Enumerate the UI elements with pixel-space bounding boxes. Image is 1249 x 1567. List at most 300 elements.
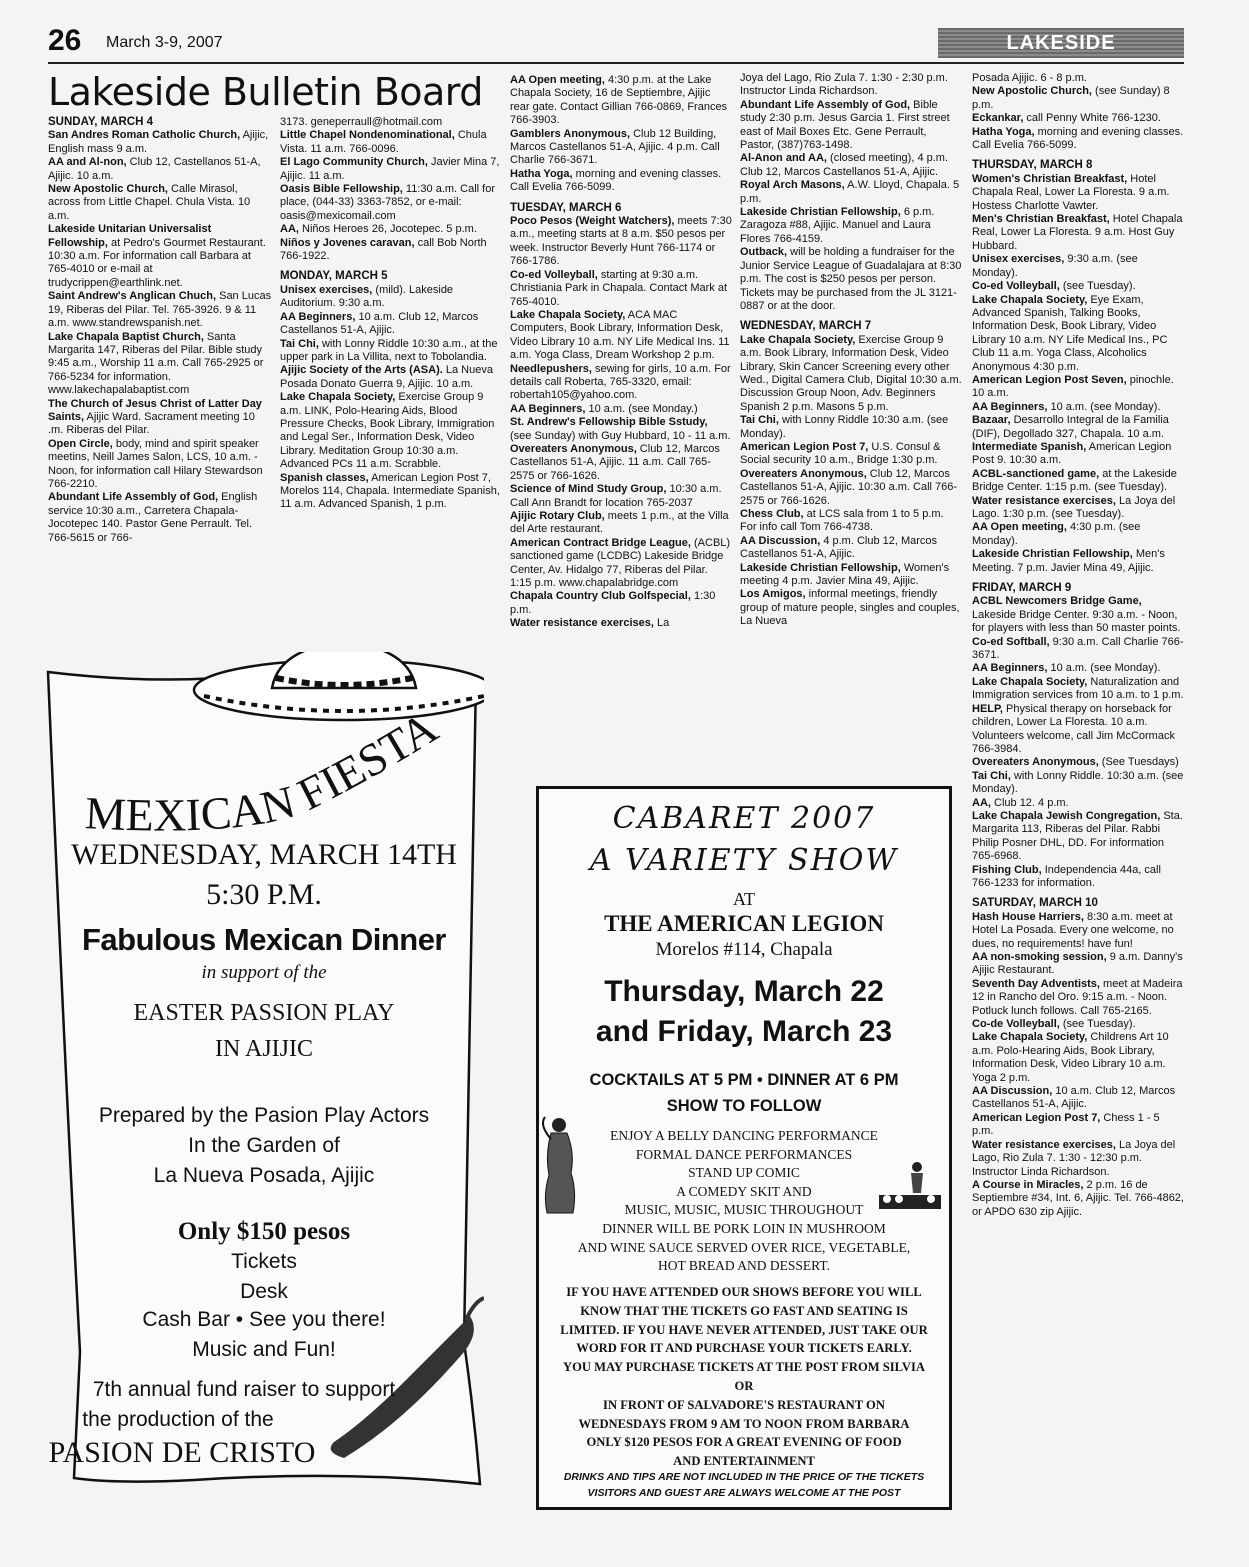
listing-entry-name: Tai Chi, xyxy=(972,769,1011,782)
listing-entry-details: morning and evening classes. Call Evelia 766-5099. xyxy=(972,125,1184,152)
listing-entry-name: Water resistance exercises, xyxy=(972,1138,1116,1151)
listing-entry xyxy=(972,280,1184,293)
listing-entry xyxy=(972,662,1184,675)
listing-entry-details: 8:30 a.m. meet at Hotel La Posada. Every one welcome, no dues, no requirements! have fun! xyxy=(972,910,1174,950)
listing-entry xyxy=(510,309,732,363)
listing-entry xyxy=(48,491,272,545)
listing-entry-name: Co-ed Volleyball, xyxy=(510,268,598,281)
listing-entry xyxy=(280,183,502,223)
listing-entry xyxy=(972,1112,1184,1139)
listing-entry-details: Bible study 2:30 p.m. Jesus Garcia 1. First street east of Mail Boxes Etc. Gene Perrault, Pastor, (387)763-1498. xyxy=(740,98,950,152)
listing-entry xyxy=(48,223,272,290)
fiesta-title: MEXICAN FIESTA xyxy=(83,701,447,841)
fiesta-support: in support of the xyxy=(201,962,327,983)
listing-entry-details: 6 p.m. Zaragoza #88, Ajijic. Manuel and Laura Flores 766-4159. xyxy=(740,206,935,245)
section-label: LAKESIDE xyxy=(938,28,1184,58)
listing-entry xyxy=(972,495,1184,522)
ad-line: MUSIC, MUSIC, MUSIC THROUGHOUT xyxy=(624,1202,864,1218)
listing-entry-details: call Penny White 766-1230. xyxy=(1023,112,1161,125)
listing-entry-name: Hatha Yoga, xyxy=(510,167,573,180)
fiesta-tickets: Tickets xyxy=(231,1250,297,1273)
listing-entry xyxy=(972,521,1184,548)
listing-entry-name: San Andres Roman Catholic Church, xyxy=(48,129,241,142)
ad-line: ONLY $120 PESOS FOR A GREAT EVENING OF FOOD xyxy=(586,1435,902,1450)
page-title: Lakeside Bulletin Board xyxy=(48,70,483,114)
listing-entry xyxy=(280,364,502,391)
listing-entry-details: (closed meeting), 4 p.m. Club 12, Marcos Castellanos 51-A, Ajijic. xyxy=(740,152,949,178)
listing-entry-name: Overeaters Anonymous, xyxy=(740,467,867,480)
listing-entry-details: 10 a.m. (see Monday). xyxy=(1047,662,1161,675)
listing-entry-details: (see Sunday) with Guy Hubbard, 10 - 11 a.m. xyxy=(510,429,731,442)
listing-entry-details: La Joya del Lago. 1:30 p.m. (see Tuesday). xyxy=(972,494,1176,520)
listing-entry xyxy=(972,810,1184,864)
listing-entry-name: Bazaar, xyxy=(972,414,1011,427)
listing-column-5 xyxy=(972,72,1184,1508)
listing-entry xyxy=(280,129,502,156)
listing-entry xyxy=(972,374,1184,401)
listing-entry-details: Ajijic, English mass 9 a.m. xyxy=(48,129,269,155)
ad-line: DINNER WILL BE PORK LOIN IN MUSHROOM xyxy=(602,1220,886,1236)
listing-entry-details: Exercise Group 9 a.m. Book Library, Information Desk, Video Library, Skin Cancer Screening every other Wed., Digital Camera Club, Digital 10:30 a.m. Discussion Group Noon, Adv. Beginners Spanish 2 p.m. Masons 5 p.m. xyxy=(740,333,962,413)
listing-entry-details: Club 12, Marcos Castellanos 51-A, Ajijic. 10:30 a.m. Call 766-2575 or 766-1626. xyxy=(740,467,958,507)
header-rule xyxy=(48,62,1184,64)
listing-entry-name: Hash House Harriers, xyxy=(972,910,1084,923)
cabaret-dates-1: Thursday, March 22 xyxy=(604,975,884,1008)
listing-entry-name: Overeaters Anonymous, xyxy=(972,756,1099,769)
cabaret-show: SHOW TO FOLLOW xyxy=(666,1097,822,1115)
listing-entry-details: San Lucas 19, Riberas del Pilar. Tel. 765-3926. 9 & 11 a.m. www.standrewspanish.net. xyxy=(48,290,272,330)
listing-entry-details: Chess 1 - 5 p.m. xyxy=(972,1111,1160,1138)
listing-entry-name: Spanish classes, xyxy=(280,471,369,484)
listing-entry xyxy=(510,168,732,195)
mexican-fiesta-ad xyxy=(44,652,484,1488)
listing-entry-details: 1:30 p.m. xyxy=(510,590,716,616)
fiesta-cause-line1: EASTER PASSION PLAY xyxy=(133,1000,395,1026)
listing-entry-details: Desarrollo Integral de la Familia (DIF), Degollado 327, Chapala. 10 a.m. xyxy=(972,414,1169,440)
listing-entry xyxy=(972,911,1184,951)
listing-entry-details: Men's Meeting. 7 p.m. Javier Mina 49, Ajijic. xyxy=(972,548,1165,574)
listing-entry-details: (ACBL) sanctioned game (LCDBC) Lakeside Bridge Center, Av. Hidalgo 77, Riberas del Pilar. 1:15 p.m. www.chapalabridge.com xyxy=(510,536,731,590)
listing-entry xyxy=(740,179,962,206)
listing-entry-details: 3173. geneperraull@hotmail.com xyxy=(280,116,443,128)
listing-entry xyxy=(740,468,962,508)
listing-entry-name: Tai Chi, xyxy=(740,414,779,427)
listing-entry-details: with Lonny Riddle 10:30 a.m., at the upper park in La Villita, next to Tobolandia. xyxy=(280,337,498,363)
listing-entry xyxy=(740,508,962,535)
listing-entry-name: Tai Chi, xyxy=(280,337,319,350)
listing-entry xyxy=(510,483,732,510)
listing-entry-name: AA Beginners, xyxy=(972,662,1048,675)
listing-entry-name: Open Circle, xyxy=(48,437,113,450)
listing-entry xyxy=(972,548,1184,575)
listing-entry xyxy=(280,311,502,338)
listing-entry-details: 2 p.m. 16 de Septiembre #34, Int. 6, Ajijic. Tel. 766-4862, or APDO 630 zip Ajijic. xyxy=(972,1178,1184,1218)
listing-entry-details: American Legion Post 7, Morelos 114, Chapala. Intermediate Spanish, 11 a.m. Advanced Spanish, 1 p.m. xyxy=(280,471,500,511)
cabaret-at: AT xyxy=(733,889,755,909)
listing-entry-name: Fishing Club, xyxy=(972,863,1042,876)
listing-entry-name: Oasis Bible Fellowship, xyxy=(280,183,403,196)
listing-entry-details: meet at Madeira 12 in Rancho del Oro. 9:15 a.m. - Noon. Potluck lunch follows. Call 765-2165. xyxy=(972,977,1183,1017)
listing-entry xyxy=(740,99,962,153)
listing-entry-details: sewing for girls, 10 a.m. For details call Roberta, 765-3320, email: robertah105@yahoo.com. xyxy=(510,362,731,402)
listing-entry xyxy=(510,416,732,443)
listing-entry-details: Eye Exam, Advanced Spanish, Talking Books, Information Desk, Book Library, Video Library 10 a.m. NY Life Medical Ins., PC Club 11 a.m. Yoga Class, Alcoholics Anonymous 4:30 p.m. xyxy=(972,293,1168,373)
listing-entry xyxy=(972,595,1184,635)
listing-entry-details: call Bob North 766-1922. xyxy=(280,236,487,263)
listing-entry-name: AA Beginners, xyxy=(280,310,356,323)
fiesta-fund-2: the production of the xyxy=(82,1408,274,1431)
listing-entry-name: Lake Chapala Society, xyxy=(972,1031,1088,1044)
listing-entry-name: AA Discussion, xyxy=(972,1085,1053,1098)
cabaret-address: Morelos #114, Chapala xyxy=(655,939,833,960)
listing-entry xyxy=(972,85,1184,112)
listing-entry-name: AA, xyxy=(972,796,991,809)
listing-entry-name: Co-ed Volleyball, xyxy=(972,280,1060,293)
listing-entry xyxy=(48,331,272,398)
listing-entry xyxy=(740,441,962,468)
listing-entry xyxy=(972,770,1184,797)
day-heading: FRIDAY, MARCH 9 xyxy=(972,582,1072,595)
listing-entry-name: AA Discussion, xyxy=(740,534,821,547)
listing-entry-details: will be holding a fundraiser for the Junior Service League of Guadalajara at 8:30 p.m. The cost is $250 pesos per person. Tickets may be purchased from the JL 3121-0887 or at the door. xyxy=(740,246,962,312)
listing-entry-name: Men's Christian Breakfast, xyxy=(972,213,1110,226)
listing-entry xyxy=(972,676,1184,703)
listing-entry-name: American Legion Post 7, xyxy=(740,440,869,453)
listing-entry-details: Calle Mirasol, across from Little Chapel. Chula Vista. 10 a.m. xyxy=(48,183,251,222)
listing-entry xyxy=(740,206,962,246)
listing-entry-name: Seventh Day Adventists, xyxy=(972,977,1100,990)
listing-entry-details: U.S. Consul & Social security 10 a.m., Bridge 1:30 p.m. xyxy=(740,440,941,467)
listing-entry xyxy=(280,156,502,183)
listing-entry-details: La xyxy=(653,617,670,630)
listing-entry xyxy=(972,703,1184,757)
ad-line: HOT BREAD AND DESSERT. xyxy=(658,1258,830,1274)
listing-entry-details: 10:30 a.m. Call Ann Brandt for location 765-2037 xyxy=(510,483,722,509)
listing-entry-details: Lakeside Bridge Center. 9:30 a.m. - Noon, for players with less than 50 master points. xyxy=(972,608,1181,635)
listing-entry-details: at Pedro's Gourmet Restaurant. 10:30 a.m. For information call Barbara at 765-4010 or e-mail at trudycrippen@earthlink.net. xyxy=(48,236,266,289)
listing-entry xyxy=(510,269,732,309)
listing-entry-details: English service 10:30 a.m., Carretera Chapala-Jocotepec 140. Pastor Gene Perrault. Tel. 766-5615 or 766- xyxy=(48,491,258,544)
listing-entry-name: AA, xyxy=(280,223,299,236)
listing-entry-name: American Contract Bridge League, xyxy=(510,536,691,549)
ad-line: STAND UP COMIC xyxy=(688,1165,800,1181)
listing-entry-name: Al-Anon and AA, xyxy=(740,152,827,165)
fiesta-price: Only $150 pesos xyxy=(177,1218,351,1245)
listing-entry-name: Chapala Country Club Golfspecial, xyxy=(510,590,691,603)
listing-entry xyxy=(972,401,1184,414)
ad-line: OR xyxy=(734,1378,754,1393)
listing-entry-details: American Legion Post 9. 10:30 a.m. xyxy=(972,440,1172,467)
issue-date: March 3-9, 2007 xyxy=(106,34,223,51)
listing-entry-details: 11:30 a.m. Call for place, (044-33) 3363-7852, or e-mail: oasis@mexicomail.com xyxy=(280,183,495,222)
listing-entry-name: El Lago Community Church, xyxy=(280,156,428,169)
cabaret-footer-1: DRINKS AND TIPS ARE NOT INCLUDED IN THE PRICE OF THE TICKETS xyxy=(563,1471,925,1483)
listing-entry xyxy=(972,414,1184,441)
listing-entry-details: meets 7:30 a.m., meeting starts at 8 a.m. $50 pesos per week. Instructor Beverly Hunt 766-1174 or 766-1786. xyxy=(510,215,732,268)
listing-entry-name: Outback, xyxy=(740,246,788,259)
listing-entry-details: La Joya del Lago, Rio Zula 7. 1:30 - 12:30 p.m. Instructor Linda Richardson. xyxy=(972,1138,1176,1178)
listing-entry-name: AA Open meeting, xyxy=(510,74,605,86)
listing-entry-details: 9:30 a.m. Call Charlie 766-3671. xyxy=(972,635,1184,662)
fiesta-prepared-2: In the Garden of xyxy=(188,1134,340,1157)
listing-entry xyxy=(48,129,272,156)
listing-entry-name: Water resistance exercises, xyxy=(972,494,1116,507)
listing-entry-details: Club 12. 4 p.m. xyxy=(990,796,1069,809)
listing-entry-details: Hotel Chapala Real, Lower La Floresta. 9 a.m. Host Guy Hubbard. xyxy=(972,213,1183,252)
listing-entry xyxy=(740,414,962,441)
listing-entry-name: Lake Chapala Society, xyxy=(510,308,626,321)
ad-line: KNOW THAT THE TICKETS GO FAST AND SEATING IS xyxy=(580,1303,908,1318)
ad-line: AND WINE SAUCE SERVED OVER RICE, VEGETABLE, xyxy=(577,1239,911,1255)
listing-entry-name: Chess Club, xyxy=(740,508,804,520)
listing-entry-name: Needlepushers, xyxy=(510,362,592,375)
listing-entry xyxy=(280,237,502,264)
ad-line: WORD FOR IT AND PURCHASE YOUR TICKETS EARLY. xyxy=(576,1341,912,1356)
fiesta-date: WEDNESDAY, MARCH 14TH xyxy=(71,838,457,871)
listing-entry-name: Co-ed Softball, xyxy=(972,635,1050,648)
listing-column-3 xyxy=(510,74,732,780)
listing-entry xyxy=(280,338,502,365)
listing-entry-details: Women's meeting 4 p.m. Javier Mina 49, Ajijic. xyxy=(740,561,950,588)
listing-entry-name: Lake Chapala Jewish Congregation, xyxy=(972,809,1161,822)
listing-entry-name: Co-de Volleyball, xyxy=(972,1018,1060,1031)
listing-entry-details: at LCS sala from 1 to 5 p.m. For info call Tom 766-4738. xyxy=(740,508,944,534)
listing-entry xyxy=(48,183,272,223)
listing-entry-name: New Apostolic Church, xyxy=(48,183,168,196)
listing-entry-details: A.W. Lloyd, Chapala. 5 p.m. xyxy=(740,179,960,205)
listing-entry-details: Chula Vista. 11 a.m. 766-0096. xyxy=(280,129,487,155)
listing-entry-details: 4:30 p.m. (see Monday). xyxy=(972,521,1141,547)
listing-entry xyxy=(510,403,732,416)
listing-entry-details: (See Tuesdays) xyxy=(1098,756,1179,769)
listing-entry xyxy=(280,472,502,512)
listing-entry-name: New Apostolic Church, xyxy=(972,85,1092,98)
listing-entry-details: (see Sunday) 8 p.m. xyxy=(972,85,1170,111)
listing-entry-details: La Nueva Posada Donato Guerra 9, Ajijic. 10 a.m. xyxy=(280,364,493,390)
listing-entry-details: Physical therapy on horseback for children, Lower La Floresta. 10 a.m. Volunteers welcome, call Jim McCormack 766-3984. xyxy=(972,702,1175,755)
listing-entry-details: ACA MAC Computers, Book Library, Information Desk, Video Library 10 a.m. NY Life Medical Ins. 11 a.m. Yoga Class, Dream Workshop 2 p.m. xyxy=(510,308,730,362)
listing-entry-name: Unisex exercises, xyxy=(972,253,1065,266)
listing-entry-details: Exercise Group 9 a.m. LINK, Polo-Hearing Aids, Blood Pressure Checks, Book Library, Immigration and Legal Ser., Information Desk, Video Library. Meditation Group 10:30 a.m. Advanced PCs 11 a.m. Scrabble. xyxy=(280,391,495,471)
listing-entry xyxy=(972,1018,1184,1031)
listing-entry-details: Naturalization and Immigration services from 10 a.m. to 1 p.m. xyxy=(972,675,1184,702)
listing-column-1 xyxy=(48,116,272,620)
listing-entry-name: AA non-smoking session, xyxy=(972,951,1107,963)
listing-entry-details: Hotel Chapala Real, Lower La Floresta. 9 a.m. Hostess Charlotte Vawter. xyxy=(972,172,1170,212)
listing-entry-name: Lake Chapala Baptist Church, xyxy=(48,330,204,343)
day-heading: WEDNESDAY, MARCH 7 xyxy=(740,320,872,333)
listing-entry-details: 9 a.m. Danny's Ajijic Restaurant. xyxy=(972,951,1183,977)
cabaret-title-1: CABARET 2007 xyxy=(612,801,876,836)
listing-entry xyxy=(972,253,1184,280)
listing-entry xyxy=(48,290,272,330)
listing-entry-name: American Legion Post Seven, xyxy=(972,373,1127,386)
listing-entry-name: Gamblers Anonymous, xyxy=(510,127,631,140)
fiesta-prepared-1: Prepared by the Pasion Play Actors xyxy=(98,1104,430,1127)
listing-entry xyxy=(972,468,1184,495)
listing-entry-name: Poco Pesos (Weight Watchers), xyxy=(510,215,675,228)
listing-entry-details: (see Tuesday). xyxy=(1059,280,1136,293)
fiesta-time: 5:30 P.M. xyxy=(206,878,322,911)
ad-line: LIMITED. IF YOU HAVE NEVER ATTENDED, JUST TAKE OUR xyxy=(560,1322,928,1337)
fiesta-music: Music and Fun! xyxy=(192,1338,336,1361)
fiesta-fund-1: 7th annual fund raiser to support xyxy=(92,1378,396,1401)
listing-entry-details: Club 12, Marcos Castellanos 51-A, Ajijic. 11 a.m. Call 765-2575 or 766-1626. xyxy=(510,442,720,482)
listing-entry xyxy=(972,1031,1184,1085)
cabaret-notice xyxy=(539,1283,949,1471)
listing-entry xyxy=(510,617,732,630)
listing-entry-details: with Lonny Riddle 10:30 a.m. (see Monday). xyxy=(740,414,949,440)
listing-entry xyxy=(972,864,1184,891)
listing-entry xyxy=(740,588,962,628)
listing-entry-details: body, mind and spirit speaker meetins, Neill James Salon, LCS, 10 a.m. - Noon, for information call Hilary Stewardson 766-2210. xyxy=(48,437,263,490)
listing-entry-details: Club 12, Castellanos 51-A, Ajijic. 10 a.m. xyxy=(48,156,261,182)
listing-entry xyxy=(972,294,1184,374)
listing-entry-name: Lake Chapala Society, xyxy=(740,333,856,346)
listing-entry-name: Water resistance exercises, xyxy=(510,617,654,630)
listing-entry-name: American Legion Post 7, xyxy=(972,1111,1101,1124)
ad-line: IN FRONT OF SALVADORE'S RESTAURANT ON xyxy=(603,1397,885,1412)
listing-entry-details: Ajijic Ward. Sacrament meeting 10 .m. Riberas del Pilar. xyxy=(48,410,255,437)
listing-entry-name: Niños y Jovenes caravan, xyxy=(280,236,415,249)
cabaret-venue: THE AMERICAN LEGION xyxy=(604,911,884,936)
listing-entry-name: Lakeside Christian Fellowship, xyxy=(740,561,901,574)
listing-entry-name: Ajijic Society of the Arts (ASA). xyxy=(280,364,443,377)
listing-entry-name: Abundant Life Assembly of God, xyxy=(740,98,911,111)
listing-entry-name: AA and Al-non, xyxy=(48,156,127,169)
listing-entry-name: Lake Chapala Society, xyxy=(972,293,1088,306)
listing-entry-details: 9:30 a.m. (see Monday). xyxy=(972,253,1138,279)
listing-entry-details: Joya del Lago, Rio Zula 7. 1:30 - 2:30 p.m. Instructor Linda Richardson. xyxy=(740,72,948,98)
listing-entry xyxy=(972,112,1184,125)
listing-entry-details: 4:30 p.m. at the Lake Chapala Society, 16 de Septiembre, Ajijic rear gate. Contact Gillian 766-0869, Frances 766-3903. xyxy=(510,74,728,127)
listing-entry xyxy=(972,797,1184,810)
listing-entry-name: Hatha Yoga, xyxy=(972,125,1035,138)
listing-entry-details: with Lonny Riddle. 10:30 a.m. (see Monday). xyxy=(972,769,1184,796)
listing-entry-details: Sta. Margarita 113, Riberas del Pilar. Rabbi Philip Posner DHL, DD. For information 765-6968. xyxy=(972,809,1183,863)
listing-entry xyxy=(972,636,1184,663)
listing-entry xyxy=(510,510,732,537)
listing-entry xyxy=(972,173,1184,213)
listing-column-2 xyxy=(280,116,502,620)
listing-entry-details: 10 a.m. (see Monday.) xyxy=(585,402,698,415)
listing-entry xyxy=(972,978,1184,1018)
listing-entry-name: ACBL-sanctioned game, xyxy=(972,467,1100,480)
cabaret-dates-2: and Friday, March 23 xyxy=(595,1015,893,1048)
listing-entry-name: AA Open meeting, xyxy=(972,521,1067,534)
listing-entry-details: informal meetings, friendly group of mature people, singles and couples, La Nueva xyxy=(740,588,960,628)
listing-entry-name: HELP, xyxy=(972,702,1003,715)
listing-entry-name: ACBL Newcomers Bridge Game, xyxy=(972,595,1142,608)
listing-entry xyxy=(972,951,1184,978)
listing-entry-details: morning and evening classes. Call Evelia 766-5099. xyxy=(510,167,722,194)
listing-entry-name: Little Chapel Nondenominational, xyxy=(280,129,455,142)
listing-entry xyxy=(972,126,1184,153)
fiesta-headline: Fabulous Mexican Dinner xyxy=(81,922,446,957)
ad-line: YOU MAY PURCHASE TICKETS AT THE POST FROM SILVIA xyxy=(562,1360,926,1375)
day-heading: MONDAY, MARCH 5 xyxy=(280,270,388,283)
listing-entry-details: Javier Mina 7, Ajijic. 11 a.m. xyxy=(280,156,500,182)
listing-entry-details: Santa Margarita 147, Riberas del Pilar. Bible study 9:45 a.m., Worship 11 a.m. Call 765-2925 or 766-5234 for information. www.lakechapalabaptist.com xyxy=(48,330,264,397)
listing-entry-details: 10 a.m. Club 12, Marcos Castellanos 51-A, Ajijic. xyxy=(972,1085,1176,1111)
fiesta-cause-line2: IN AJIJIC xyxy=(214,1036,313,1062)
listing-entry-name: A Course in Miracles, xyxy=(972,1178,1084,1191)
listing-entry-name: Overeaters Anonymous, xyxy=(510,442,637,455)
listing-entry-details: meets 1 p.m., at the Villa del Arte restaurant. xyxy=(510,510,729,536)
listing-entry xyxy=(510,590,732,617)
fiesta-title-arc xyxy=(64,698,484,848)
cabaret-acts xyxy=(539,1127,949,1276)
listing-entry xyxy=(972,1085,1184,1112)
ad-line: ENJOY A BELLY DANCING PERFORMANCE xyxy=(610,1128,878,1143)
listing-entry xyxy=(48,398,272,438)
svg-text:MEXICAN FIESTA xyxy=(84,702,446,841)
listing-entry-details: Club 12 Building, Marcos Castellanos 51-A, Ajijic. 4 p.m. Call Charlie 766-3671. xyxy=(510,127,720,167)
listing-entry-details: Childrens Art 10 a.m. Polo-Hearing Aids, Book Library, Information Desk, Video Library 10 a.m. Yoga 2 p.m. xyxy=(972,1031,1169,1084)
listing-entry-name: Lakeside Christian Fellowship, xyxy=(740,206,901,219)
listing-entry-name: Saint Andrew's Anglican Chuch, xyxy=(48,290,217,303)
listing-entry xyxy=(972,213,1184,253)
listing-entry-name: Ajijic Rotary Club, xyxy=(510,510,605,522)
listing-entry-name: Women's Christian Breakfast, xyxy=(972,172,1128,185)
listing-entry xyxy=(280,116,502,129)
cabaret-footer-2: VISITORS AND GUEST ARE ALWAYS WELCOME AT THE POST xyxy=(587,1487,901,1499)
cabaret-times: COCKTAILS AT 5 PM • DINNER AT 6 PM xyxy=(589,1071,899,1089)
listing-entry-name: AA Beginners, xyxy=(510,402,586,415)
listing-entry xyxy=(510,215,732,269)
ad-line: FORMAL DANCE PERFORMANCES xyxy=(635,1146,853,1162)
listing-entry xyxy=(510,537,732,591)
listing-entry xyxy=(740,72,962,99)
listing-entry-name: Royal Arch Masons, xyxy=(740,179,845,192)
ad-line: WEDNESDAYS FROM 9 AM TO NOON FROM BARBARA xyxy=(578,1416,910,1431)
ad-line: IF YOU HAVE ATTENDED OUR SHOWS BEFORE YOU WILL xyxy=(566,1285,922,1299)
listing-entry-details: 10 a.m. Club 12, Marcos Castellanos 51-A, Ajijic. xyxy=(280,310,479,337)
listing-entry xyxy=(972,756,1184,769)
listing-column-4 xyxy=(740,72,962,780)
listing-entry-details: starting at 9:30 a.m. Christiania Park in Chapala. Contact Mark at 765-4010. xyxy=(510,268,728,308)
listing-entry-name: Los Amigos, xyxy=(740,588,806,601)
listing-entry xyxy=(280,284,502,311)
fiesta-prepared-3: La Nueva Posada, Ajijic xyxy=(153,1164,375,1187)
listing-entry-name: The Church of Jesus Christ of Latter Day Saints, xyxy=(48,397,262,423)
listing-entry-details: Posada Ajijic. 6 - 8 p.m. xyxy=(972,72,1087,84)
listing-entry xyxy=(740,562,962,589)
listing-entry-name: Lake Chapala Society, xyxy=(972,675,1088,688)
listing-entry-name: Science of Mind Study Group, xyxy=(510,483,667,496)
listing-entry xyxy=(280,391,502,471)
day-heading: SUNDAY, MARCH 4 xyxy=(48,116,154,128)
listing-entry-name: Lakeside Christian Fellowship, xyxy=(972,548,1133,561)
ad-line: A COMEDY SKIT AND xyxy=(676,1183,812,1199)
listing-entry-name: St. Andrew's Fellowship Bible Sstudy, xyxy=(510,416,708,429)
day-heading: THURSDAY, MARCH 8 xyxy=(972,159,1093,172)
listing-entry xyxy=(740,334,962,414)
listing-entry xyxy=(972,72,1184,85)
listing-entry-name: Eckankar, xyxy=(972,112,1024,125)
cabaret-ad xyxy=(536,786,952,1510)
listing-entry-details: at the Lakeside Bridge Center. 1:15 p.m. (see Tuesday). xyxy=(972,467,1177,494)
listing-entry xyxy=(48,156,272,183)
listing-entry xyxy=(740,535,962,562)
listing-entry xyxy=(740,246,962,313)
day-heading: SATURDAY, MARCH 10 xyxy=(972,897,1098,910)
fiesta-desk: Desk xyxy=(240,1280,288,1303)
listing-entry xyxy=(48,438,272,492)
listing-entry-name: AA Beginners, xyxy=(972,400,1048,413)
page-number: 26 xyxy=(48,24,82,57)
listing-entry-details: 4 p.m. Club 12, Marcos Castellanos 51-A, Ajijic. xyxy=(740,534,938,561)
